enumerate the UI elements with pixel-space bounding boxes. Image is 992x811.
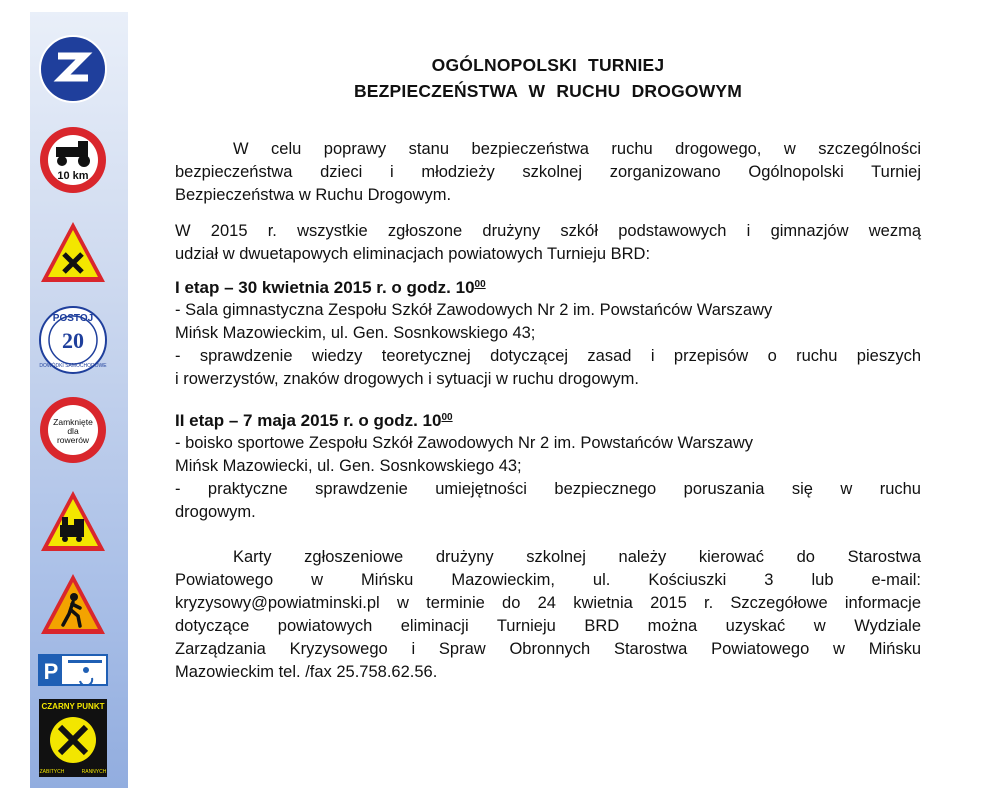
disc-top-text: POSTOJ [52, 313, 94, 324]
stage-1-line-1: - Sala gimnastyczna Zespołu Szkół Zawodowych Nr 2 im. Powstańców Warszawy [175, 301, 773, 319]
czarny-punkt-title: CZARNY PUNKT [41, 702, 105, 711]
postoj-20-disc-icon [38, 305, 108, 375]
stage-1-line-2: Mińsk Mazowieckim, ul. Gen. Sosnkowskiego 43; [175, 324, 536, 342]
disc-bottom-text: DOWÓDKI SAMOCHODOWE [39, 363, 107, 369]
contact-line-5: Zarządzania Kryzysowego i Spraw Obronnych Starostwa Powiatowego w Mińsku [175, 640, 921, 658]
title-line-1: OGÓLNOPOLSKI TURNIEJ [431, 55, 665, 75]
intro-line-1: W celu poprawy stanu bezpieczeństwa ruchu drogowego, w szczególności [233, 140, 921, 158]
participation-line-1: W 2015 r. wszystkie zgłoszone drużyny szkół podstawowych i gimnazjów wezmą [175, 222, 921, 240]
stage-2-line-4: drogowym. [175, 503, 256, 521]
contact-line-4: dotyczące powiatowych eliminacji Turnieju BRD można uzyskać w Wydziale [175, 617, 921, 635]
czarny-punkt-sign-icon [38, 698, 108, 778]
participation-paragraph [175, 220, 921, 266]
blue-circle-sign-icon [38, 34, 108, 104]
closed-for-bikes-sign-icon [38, 395, 108, 465]
intro-line-3: Bezpieczeństwa w Ruchu Drogowym. [175, 186, 452, 204]
stage-1-heading [175, 276, 921, 299]
stage-2-heading-text: II etap – 7 maja 2015 r. o godz. 10 [175, 411, 442, 430]
svg-text:dla: dla [67, 426, 79, 436]
stage-1-section [175, 276, 921, 391]
contact-paragraph [175, 546, 921, 684]
parking-for-disabled-sign-icon [38, 654, 108, 686]
stage-2-line-2: Mińsk Mazowiecki, ul. Gen. Sosnkowskiego 43; [175, 457, 522, 475]
pedestrian-warning-sign-icon [38, 570, 108, 640]
no-tractors-10km-sign-icon [38, 125, 108, 195]
page-title [175, 52, 921, 104]
railway-crossing-warning-sign-icon [38, 487, 108, 557]
contact-line-2: Powiatowego w Mińsku Mazowieckim, ul. Kościuszki 3 lub e-mail: [175, 571, 921, 589]
sign-text: 10 km [57, 170, 89, 182]
contact-line-3: kryzysowy@powiatminski.pl w terminie do 24 kwietnia 2015 r. Szczegółowe informacje [175, 594, 921, 612]
czarny-punkt-right: RANNYCH [81, 769, 107, 775]
stage-1-line-3: - sprawdzenie wiedzy teoretycznej dotyczącej zasad i przepisów o ruchu pieszych [175, 347, 921, 365]
intro-line-2: bezpieczeństwa dzieci i młodzieży szkolnej zorganizowano Ogólnopolski Turniej [175, 163, 921, 181]
parking-letter: P [43, 659, 59, 684]
stage-2-section [175, 409, 921, 524]
participation-line-2: udział w dwuetapowych eliminacjach powiatowych Turnieju BRD: [175, 245, 651, 263]
traffic-signs-sidebar [30, 12, 128, 788]
svg-text:rowerów: rowerów [56, 435, 90, 445]
stage-1-time-minutes: 00 [474, 279, 486, 290]
stage-2-heading [175, 409, 921, 432]
stage-2-time-minutes: 00 [441, 412, 453, 423]
stage-2-line-1: - boisko sportowe Zespołu Szkół Zawodowych Nr 2 im. Powstańców Warszawy [175, 434, 754, 452]
intro-paragraph [175, 138, 921, 207]
disc-number: 20 [62, 328, 84, 353]
contact-line-6: Mazowieckim tel. /fax 25.758.62.56. [175, 663, 438, 681]
title-line-2: BEZPIECZEŃSTWA W RUCHU DROGOWYM [353, 81, 743, 101]
contact-line-1: Karty zgłoszeniowe drużyny szkolnej należy kierować do Starostwa [233, 548, 921, 566]
crossroads-warning-sign-icon [38, 218, 108, 288]
stage-1-heading-text: I etap – 30 kwietnia 2015 r. o godz. 10 [175, 278, 475, 297]
stage-2-line-3: - praktyczne sprawdzenie umiejętności bezpiecznego poruszania się w ruchu [175, 480, 921, 498]
stage-1-line-4: i rowerzystów, znaków drogowych i sytuacji w ruchu drogowym. [175, 370, 640, 388]
document-body [175, 52, 921, 684]
czarny-punkt-left: ZABITYCH [39, 769, 65, 775]
svg-text:Zamknięte: Zamknięte [53, 417, 93, 427]
